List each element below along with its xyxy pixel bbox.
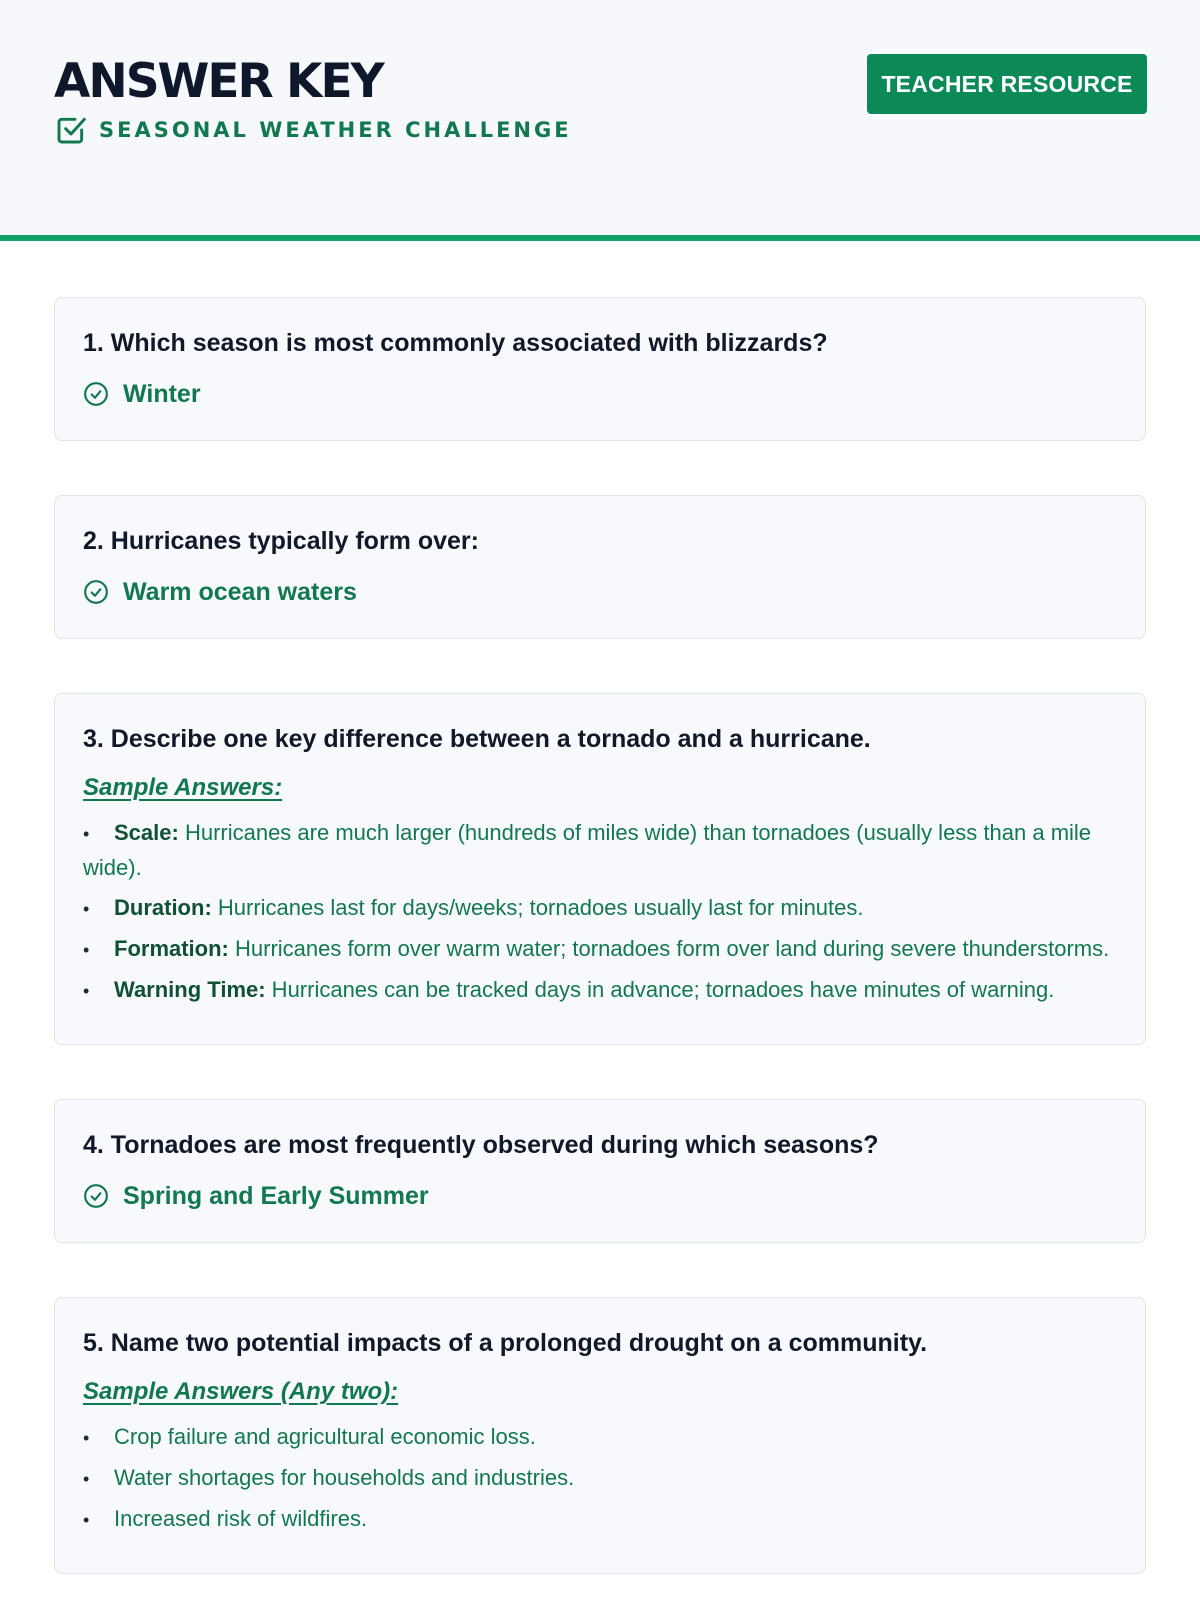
question-text: 2. Hurricanes typically form over: [83, 527, 479, 555]
bullet-icon: • [83, 940, 90, 960]
sample-text: Hurricanes are much larger (hundreds of miles wide) than tornadoes (usually less than a mile wide). [83, 820, 1092, 880]
sample-term: Formation: [114, 936, 229, 961]
bullet-icon: • [83, 899, 90, 919]
check-circle-icon [83, 1183, 109, 1209]
checkbox-icon [55, 114, 87, 146]
question-text: 5. Name two potential impacts of a prolonged drought on a community. [83, 1329, 928, 1357]
list-item [83, 1461, 1117, 1496]
sample-text: Increased risk of wildfires. [114, 1506, 368, 1531]
bullet-icon: • [83, 1428, 90, 1448]
answer-text: Winter [123, 380, 201, 408]
question-card-3 [54, 693, 1146, 1045]
question-text: 4. Tornadoes are most frequently observed during which seasons? [83, 1131, 879, 1159]
question-card-1 [54, 297, 1146, 441]
page-subtitle: SEASONAL WEATHER CHALLENGE [99, 118, 572, 142]
question-card-2 [54, 495, 1146, 639]
list-item [83, 973, 1117, 1008]
answer-text: Warm ocean waters [123, 578, 357, 606]
sample-term: Duration: [114, 895, 212, 920]
sample-term: Warning Time: [114, 977, 266, 1002]
sample-text: Hurricanes last for days/weeks; tornadoes usually last for minutes. [211, 895, 864, 920]
answer-row [83, 1180, 1117, 1212]
sample-answers-list [83, 1420, 1117, 1537]
sample-answers-list [83, 816, 1117, 1008]
sample-text: Water shortages for households and industries. [114, 1465, 575, 1490]
bullet-icon: • [83, 1510, 90, 1530]
question-card-5 [54, 1297, 1146, 1574]
answer-row [83, 378, 1117, 410]
list-item [83, 932, 1117, 967]
bullet-icon: • [83, 1469, 90, 1489]
sample-text: Crop failure and agricultural economic loss. [114, 1424, 536, 1449]
answer-row [83, 576, 1117, 608]
page-header [0, 0, 1200, 241]
list-item [83, 816, 1117, 885]
sample-text: Hurricanes form over warm water; tornadoes form over land during severe thunderstorms. [228, 936, 1110, 961]
list-item [83, 1420, 1117, 1455]
list-item [83, 891, 1117, 926]
bullet-icon: • [83, 981, 90, 1001]
answer-list [0, 241, 1200, 1574]
bullet-icon: • [83, 824, 90, 844]
check-circle-icon [83, 579, 109, 605]
subtitle-row [55, 114, 572, 146]
sample-answers-label: Sample Answers (Any two): [83, 1378, 399, 1405]
sample-answers-label: Sample Answers: [83, 774, 283, 801]
question-card-4 [54, 1099, 1146, 1243]
question-text: 3. Describe one key difference between a tornado and a hurricane. [83, 725, 871, 753]
sample-text: Hurricanes can be tracked days in advance; tornadoes have minutes of warning. [265, 977, 1055, 1002]
teacher-resource-badge: TEACHER RESOURCE [867, 54, 1147, 114]
list-item [83, 1502, 1117, 1537]
question-text: 1. Which season is most commonly associated with blizzards? [83, 329, 828, 357]
page-title: ANSWER KEY [54, 54, 383, 109]
check-circle-icon [83, 381, 109, 407]
answer-text: Spring and Early Summer [123, 1182, 429, 1210]
sample-term: Scale: [114, 820, 179, 845]
